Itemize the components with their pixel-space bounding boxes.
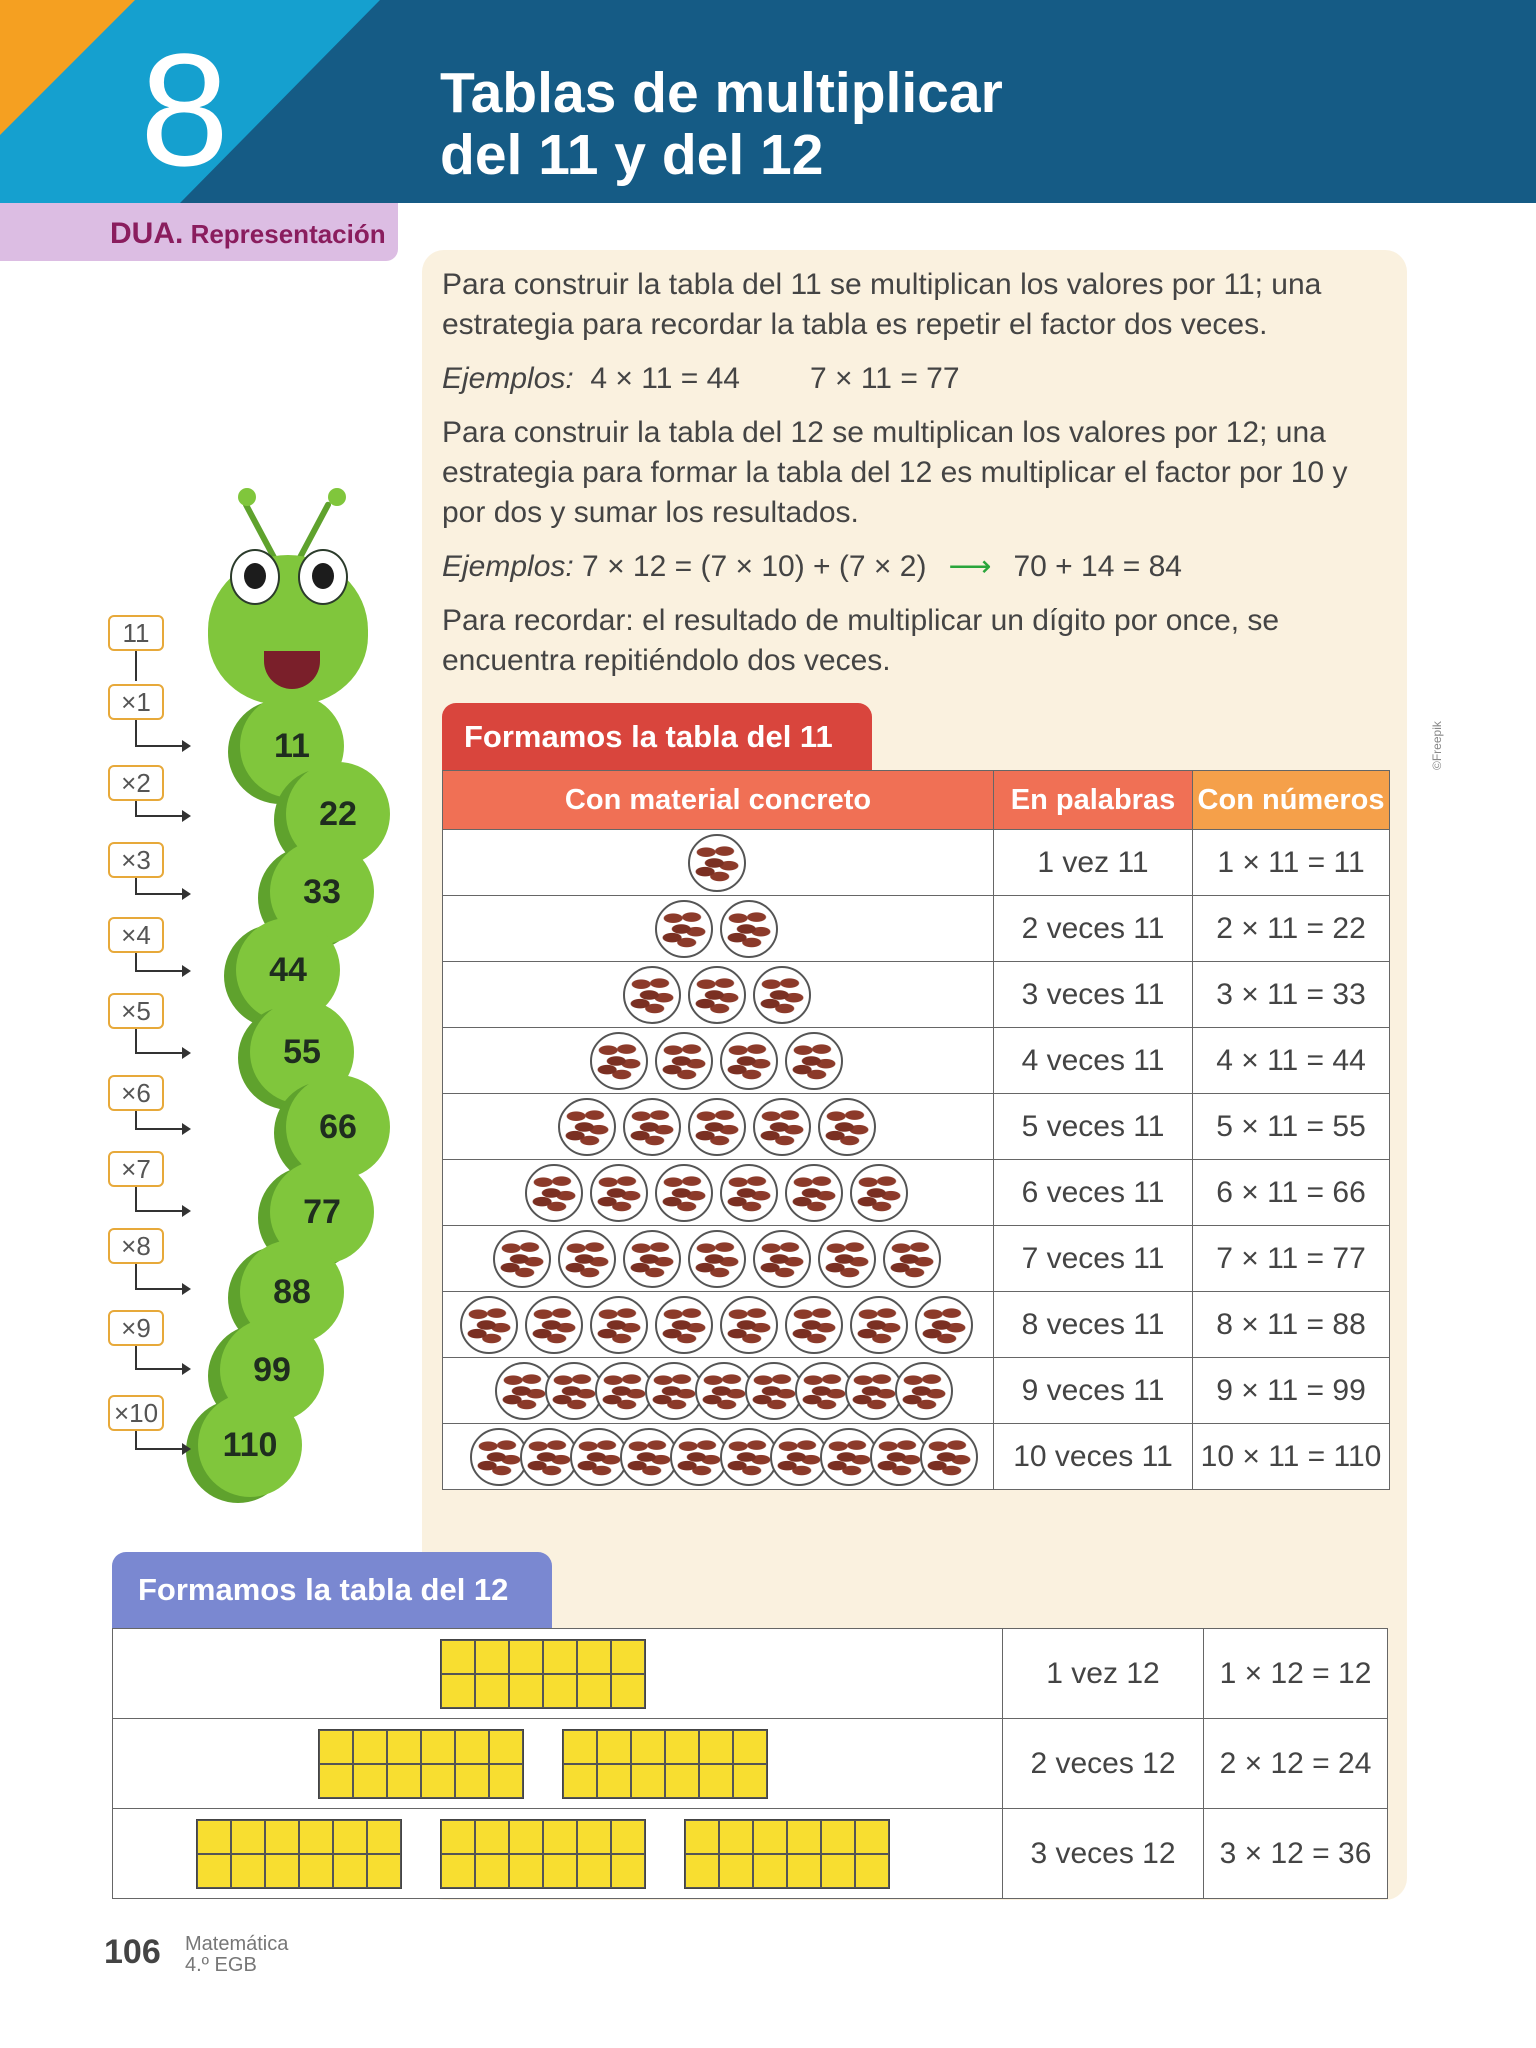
words-cell: 1 vez 11 (994, 830, 1193, 896)
numbers-cell: 8 × 11 = 88 (1193, 1292, 1390, 1358)
caterpillar-segment: 88 (240, 1240, 344, 1344)
words-cell: 3 veces 12 (1003, 1809, 1204, 1899)
multiplier-box: ×2 (108, 765, 164, 801)
caterpillar-head (208, 555, 368, 705)
example-b: 7 × 11 = 77 (809, 362, 960, 395)
table-row (443, 1292, 1390, 1358)
multiplier-box: ×4 (108, 917, 164, 953)
concrete-material-cell (443, 830, 994, 896)
table-row (113, 1809, 1388, 1899)
dua-label (110, 217, 386, 251)
table-12 (112, 1628, 1388, 1899)
multiplier-box: ×7 (108, 1151, 164, 1187)
multiplier-box: ×10 (108, 1395, 164, 1431)
multiplier-box: ×6 (108, 1075, 164, 1111)
arrow-icon (135, 970, 183, 972)
bean-bag-icon (720, 1032, 778, 1090)
intro-example-1 (442, 359, 1382, 399)
caterpillar-segment: 11 (240, 694, 344, 798)
concrete-material-cell (113, 1809, 1003, 1899)
table-row (443, 1028, 1390, 1094)
numbers-cell: 1 × 11 = 11 (1193, 830, 1390, 896)
table-row (443, 896, 1390, 962)
bean-bag-icon (525, 1164, 583, 1222)
connector-line (135, 1029, 137, 1052)
bean-bag-icon (818, 1230, 876, 1288)
bean-bag-icon (655, 1296, 713, 1354)
bean-bag-icon (720, 1164, 778, 1222)
example-label-2: Ejemplos: (442, 550, 574, 583)
concrete-material-cell (443, 1226, 994, 1292)
concrete-material-cell (443, 962, 994, 1028)
twelve-square-grid (318, 1729, 524, 1799)
example-2a: 7 × 12 = (7 × 10) + (7 × 2) (573, 550, 927, 583)
table-row (443, 1358, 1390, 1424)
start-value-box: 11 (108, 615, 164, 651)
example-a: 4 × 11 = 44 (590, 362, 740, 395)
numbers-cell: 10 × 11 = 110 (1193, 1424, 1390, 1490)
table-row (443, 1094, 1390, 1160)
words-cell: 6 veces 11 (994, 1160, 1193, 1226)
bean-bag-icon (623, 966, 681, 1024)
down-arrow-icon (135, 651, 137, 681)
title-line-2: del 11 y del 12 (440, 123, 824, 187)
connector-line (135, 1346, 137, 1368)
bean-bag-icon (720, 900, 778, 958)
page-number: 106 (104, 1933, 161, 1971)
bean-bag-icon (883, 1230, 941, 1288)
connector-line (135, 1431, 137, 1448)
numbers-cell: 4 × 11 = 44 (1193, 1028, 1390, 1094)
words-cell: 3 veces 11 (994, 962, 1193, 1028)
chapter-number: 8 (140, 20, 229, 199)
bean-bag-icon (850, 1164, 908, 1222)
arrow-icon (135, 815, 183, 817)
caterpillar-segment: 55 (250, 1000, 354, 1104)
multiplier-box: ×5 (108, 993, 164, 1029)
arrow-icon (135, 1288, 183, 1290)
arrow-icon (135, 893, 183, 895)
intro-paragraph-3: Para recordar: el resultado de multiplicar un dígito por once, se encuentra repitiéndolo dos veces. (442, 604, 1280, 677)
table-row (443, 1424, 1390, 1490)
connector-line (135, 1111, 137, 1128)
numbers-cell: 5 × 11 = 55 (1193, 1094, 1390, 1160)
arrow-icon (135, 1368, 183, 1370)
bean-bag-icon (920, 1428, 978, 1486)
bean-bag-icon (558, 1230, 616, 1288)
col-header-words: En palabras (994, 771, 1193, 830)
dua-prefix: DUA. (110, 217, 184, 250)
bean-bag-icon (850, 1296, 908, 1354)
numbers-cell: 9 × 11 = 99 (1193, 1358, 1390, 1424)
bean-bag-icon (623, 1098, 681, 1156)
chapter-header (0, 0, 1536, 203)
caterpillar-segment: 33 (270, 840, 374, 944)
concrete-material-cell (443, 1424, 994, 1490)
bean-bag-icon (590, 1032, 648, 1090)
antenna-tip-right (328, 488, 346, 506)
bean-bag-icon (753, 1098, 811, 1156)
multiplier-box: ×1 (108, 684, 164, 720)
words-cell: 10 veces 11 (994, 1424, 1193, 1490)
bean-bag-icon (525, 1296, 583, 1354)
connector-line (135, 720, 137, 745)
words-cell: 2 veces 11 (994, 896, 1193, 962)
intro-text (442, 265, 1382, 695)
antenna-tip-left (238, 488, 256, 506)
bean-bag-icon (688, 834, 746, 892)
concrete-material-cell (443, 1160, 994, 1226)
numbers-cell: 2 × 12 = 24 (1204, 1719, 1388, 1809)
bean-bag-icon (720, 1296, 778, 1354)
table-row (113, 1629, 1388, 1719)
concrete-material-cell (443, 896, 994, 962)
table-row (443, 1226, 1390, 1292)
caterpillar-segment: 44 (236, 918, 340, 1022)
bean-bag-icon (818, 1098, 876, 1156)
words-cell: 5 veces 11 (994, 1094, 1193, 1160)
table-row (443, 962, 1390, 1028)
concrete-material-cell (443, 1028, 994, 1094)
numbers-cell: 2 × 11 = 22 (1193, 896, 1390, 962)
caterpillar-segment: 22 (286, 762, 390, 866)
connector-line (135, 801, 137, 815)
table-row (443, 1160, 1390, 1226)
image-credit: ©Freepik (1430, 721, 1444, 770)
concrete-material-cell (443, 1358, 994, 1424)
numbers-cell: 3 × 11 = 33 (1193, 962, 1390, 1028)
table-row (443, 830, 1390, 896)
bean-bag-icon (785, 1296, 843, 1354)
bean-bag-icon (753, 966, 811, 1024)
table-row (113, 1719, 1388, 1809)
twelve-square-grid (196, 1819, 402, 1889)
bean-bag-icon (753, 1230, 811, 1288)
words-cell: 1 vez 12 (1003, 1629, 1204, 1719)
bean-bag-icon (655, 1032, 713, 1090)
twelve-square-grid (684, 1819, 890, 1889)
arrow-icon (135, 1210, 183, 1212)
page-title (440, 62, 1003, 186)
concrete-material-cell (443, 1292, 994, 1358)
words-cell: 4 veces 11 (994, 1028, 1193, 1094)
bean-bag-icon (655, 900, 713, 958)
bean-bag-icon (895, 1362, 953, 1420)
arrow-icon (135, 1128, 183, 1130)
caterpillar-segment: 99 (220, 1318, 324, 1422)
numbers-cell: 3 × 12 = 36 (1204, 1809, 1388, 1899)
connector-line (135, 878, 137, 893)
intro-paragraph-2: Para construir la tabla del 12 se multiplican los valores por 12; una estrategia para formar la tabla del 12 es multiplicar el factor por 10 y por dos y sumar los resultados. (442, 416, 1348, 529)
concrete-material-cell (113, 1719, 1003, 1809)
bean-bag-icon (655, 1164, 713, 1222)
arrow-icon (135, 1052, 183, 1054)
bean-bag-icon (558, 1098, 616, 1156)
bean-bag-icon (688, 1098, 746, 1156)
bean-bag-icon (493, 1230, 551, 1288)
twelve-square-grid (440, 1819, 646, 1889)
words-cell: 8 veces 11 (994, 1292, 1193, 1358)
numbers-cell: 1 × 12 = 12 (1204, 1629, 1388, 1719)
col-header-material: Con material concreto (443, 771, 994, 830)
bean-bag-icon (688, 966, 746, 1024)
table-11 (442, 770, 1390, 1490)
bean-bag-icon (688, 1230, 746, 1288)
intro-example-2 (442, 547, 1382, 587)
eye-icon (230, 549, 280, 605)
green-arrow-icon: ⟶ (948, 550, 992, 583)
connector-line (135, 953, 137, 970)
connector-line (135, 1187, 137, 1210)
bean-bag-icon (915, 1296, 973, 1354)
concrete-material-cell (113, 1629, 1003, 1719)
numbers-cell: 7 × 11 = 77 (1193, 1226, 1390, 1292)
bean-bag-icon (460, 1296, 518, 1354)
words-cell: 2 veces 12 (1003, 1719, 1204, 1809)
dua-banner (0, 203, 398, 261)
bean-bag-icon (785, 1032, 843, 1090)
table-11-tab: Formamos la tabla del 11 (442, 703, 872, 770)
eye-icon (298, 549, 348, 605)
dua-representation: Representación (183, 219, 386, 249)
multiplier-box: ×8 (108, 1228, 164, 1264)
concrete-material-cell (443, 1094, 994, 1160)
multiplier-box: ×9 (108, 1310, 164, 1346)
title-line-1: Tablas de multiplicar (440, 61, 1003, 125)
connector-line (135, 1264, 137, 1288)
words-cell: 7 veces 11 (994, 1226, 1193, 1292)
grade-label: 4.º EGB (185, 1954, 257, 1976)
bean-bag-icon (785, 1164, 843, 1222)
bean-bag-icon (590, 1164, 648, 1222)
twelve-square-grid (562, 1729, 768, 1799)
bean-bag-icon (590, 1296, 648, 1354)
numbers-cell: 6 × 11 = 66 (1193, 1160, 1390, 1226)
subject-name: Matemática (185, 1933, 289, 1955)
words-cell: 9 veces 11 (994, 1358, 1193, 1424)
arrow-icon (135, 1448, 183, 1450)
example-label: Ejemplos: (442, 362, 574, 395)
intro-paragraph-1: Para construir la tabla del 11 se multiplican los valores por 11; una estrategia para recordar la tabla es repetir el factor dos veces. (442, 268, 1322, 341)
col-header-numbers: Con números (1193, 771, 1390, 830)
caterpillar-segment: 66 (286, 1075, 390, 1179)
caterpillar-segment: 77 (270, 1160, 374, 1264)
table-12-tab: Formamos la tabla del 12 (112, 1552, 552, 1628)
caterpillar-segment: 110 (198, 1393, 302, 1497)
multiplier-box: ×3 (108, 842, 164, 878)
mouth-icon (264, 651, 320, 689)
arrow-icon (135, 745, 183, 747)
footer-subject (185, 1934, 288, 1976)
bean-bag-icon (623, 1230, 681, 1288)
twelve-square-grid (440, 1639, 646, 1709)
example-2b: 70 + 14 = 84 (1013, 550, 1182, 583)
